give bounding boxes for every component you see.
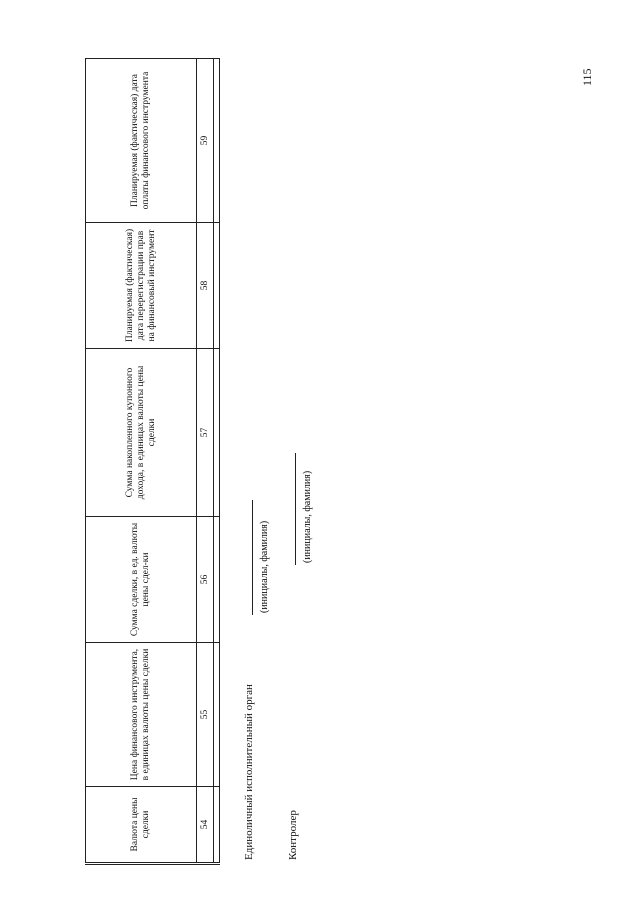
col-header-reg-date: Планируемая (фактическая) дата перерегистрации прав на финансовый инструмент <box>86 223 197 349</box>
col-number: 57 <box>197 349 213 517</box>
signature-label-controller: Контролер <box>287 810 299 860</box>
signature-label-ceo: Единоличный исполнительный орган <box>243 684 255 860</box>
col-number: 58 <box>197 223 213 349</box>
signature-line-controller <box>295 453 296 565</box>
col-number: 55 <box>197 643 213 787</box>
col-header-currency: Валюта цены сделки <box>86 787 197 864</box>
empty-cell <box>213 223 219 349</box>
empty-row <box>213 59 219 864</box>
signature-line-ceo <box>252 500 253 615</box>
signature-caption-ceo: (инициалы, фамилия) <box>259 520 270 613</box>
col-header-pay-date: Планируемая (фактическая) дата оплаты финансового инструмента <box>86 59 197 223</box>
empty-cell <box>213 59 219 223</box>
col-header-price: Цена финансового инструмента, в единицах валюты цены сделки <box>86 643 197 787</box>
number-row <box>197 59 213 864</box>
empty-cell <box>213 787 219 864</box>
data-table <box>85 58 220 865</box>
rotated-content <box>75 50 335 865</box>
empty-cell <box>213 517 219 643</box>
page-number: 115 <box>580 68 594 86</box>
col-header-deal-sum: Сумма сделки, в ед. валюты цены сдел-ки <box>86 517 197 643</box>
col-number: 54 <box>197 787 213 864</box>
signature-caption-controller: (инициалы, фамилия) <box>302 470 313 563</box>
empty-cell <box>213 349 219 517</box>
col-header-coupon: Сумма накопленного купонного дохода, в единицах валюты цены сделки <box>86 349 197 517</box>
header-row <box>86 59 197 864</box>
col-number: 59 <box>197 59 213 223</box>
empty-cell <box>213 643 219 787</box>
col-number: 56 <box>197 517 213 643</box>
